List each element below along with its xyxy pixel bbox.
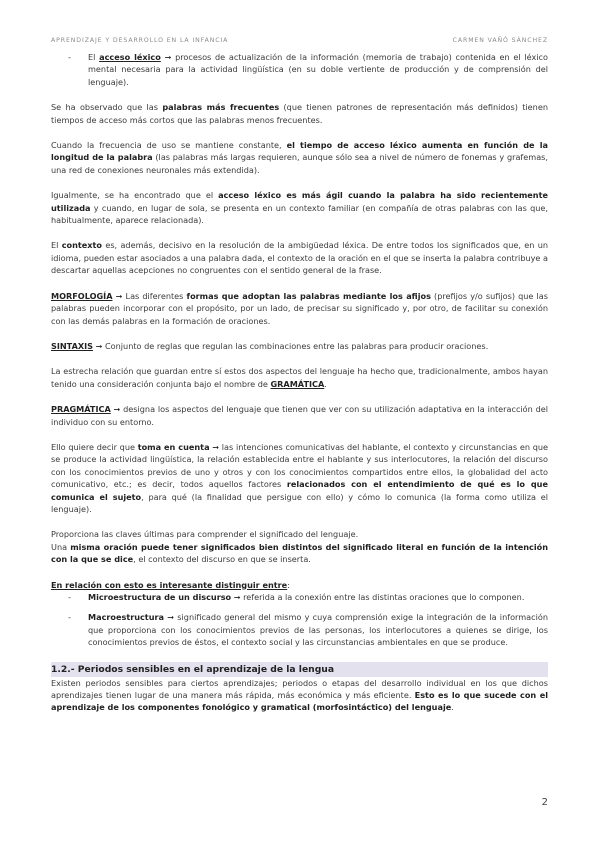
running-header-right: CARMEN VAÑÓ SÁNCHEZ [452, 37, 548, 44]
arrow-icon: ➞ [113, 404, 121, 415]
paragraph-pragmatica: PRAGMÁTICA ➞ designa los aspectos del lenguaje que tienen que ver con su utilización adaptativa en la interacción del individuo con su entorno. [51, 404, 548, 427]
arrow-icon: ➞ [233, 592, 241, 602]
bullet-dash: - [68, 52, 71, 62]
page-number: 2 [541, 797, 548, 808]
arrow-icon: ➞ [115, 290, 123, 301]
bullet-acceso-lexico: - El acceso léxico ➞ procesos de actualización de la información (memoria de trabajo) contenida en el léxico mental necesaria para la actividad lingüística (en su doble vertiente de producción y de comprensión del lenguaje). [68, 52, 548, 87]
paragraph-sintaxis: SINTAXIS ➞ Conjunto de reglas que regulan las combinaciones entre las palabras para producir oraciones. [51, 340, 489, 351]
paragraph-gramatica: La estrecha relación que guardan entre sí estos dos aspectos del lenguaje ha hecho que, tradicionalmente, ambos hayan tenido una consideración conjunta bajo el nombre de GRAMÁTICA. [51, 366, 548, 389]
paragraph-longitud: Cuando la frecuencia de uso se mantiene constante, el tiempo de acceso léxico aumenta en función de la longitud de la palabra (las palabras más largas requieren, aunque sólo sea a nivel de número de fonemas y grafemas, una red de conexiones neuronales más extendida). [51, 140, 548, 175]
paragraph-contexto: El contexto es, además, decisivo en la resolución de la ambigüedad léxica. De entre todos los significados que, en un idioma, pueden estar asociados a una palabra dada, el contexto de la oración en el que se inserta la palabra contribuye a descartar aquellas acepciones no congruentes con el sentido general de la frase. [51, 240, 548, 276]
term-sintaxis: SINTAXIS [51, 340, 94, 351]
paragraph-toma-en-cuenta: Ello quiere decir que toma en cuenta ➞ las intenciones comunicativas del hablante, el contexto y circunstancias en que se produce la actividad lingüística, la relación establecida entre el hablante y sus interlocutores, la relación del discurso con los conocimientos previos de uno y otros y con los conocimientos compartidos entre ellos, la globalidad del acto comunicativo, etc.; es decir, todos aquellos factores relacionados con el entendimiento de qué es lo que comunica el sujeto, para qué (la finalidad que persigue con ello) y cómo lo comunica (la forma como utiliza el lenguaje). [51, 441, 549, 514]
paragraph-acceso-agil: Igualmente, se ha encontrado que el acceso léxico es más ágil cuando la palabra ha sido recientemente utilizada y cuando, en lugar de sola, se presenta en un contexto familiar (en compañía de otras palabras con las que, habitualmente, aparece relacionada). [51, 190, 548, 226]
paragraph-claves: Proporciona las claves últimas para comprender el significado del lenguaje. [51, 529, 359, 540]
term-morfologia: MORFOLOGÍA [51, 290, 113, 301]
bullet-microestructura: - Microestructura de un discurso ➞ referida a la conexión entre las distintas oraciones que lo componen. [68, 592, 525, 602]
arrow-icon: ➞ [164, 52, 172, 62]
term-pragmatica: PRAGMÁTICA [51, 404, 111, 415]
page-body [51, 51, 548, 714]
term-acceso-lexico: acceso léxico [99, 52, 161, 62]
arrow-icon: ➞ [212, 441, 220, 452]
running-header-left: APRENDIZAJE Y DESARROLLO EN LA INFANCIA [51, 37, 229, 44]
paragraph-morfologia: MORFOLOGÍA ➞ Las diferentes formas que adoptan las palabras mediante los afijos (prefijos y/o sufijos) que las palabras pueden incorporar con el propósito, por un lado, de precisar su significado y, por otro, de facilitar su conexión con las demás palabras en la formación de oraciones. [51, 290, 549, 326]
arrow-icon: ➞ [167, 612, 175, 623]
paragraph-misma-oracion: Una misma oración puede tener significados bien distintos del significado literal en función de la intención con la que se dice, el contexto del discurso en que se inserta. [51, 541, 548, 565]
term-gramatica: GRAMÁTICA [270, 378, 325, 389]
paragraph-frecuencia: Se ha observado que las palabras más frecuentes (que tienen patrones de representación más definidos) tienen tiempos de acceso más cortos que las palabras menos frecuentes. [51, 102, 548, 125]
paragraph-periodos: Existen periodos sensibles para ciertos aprendizajes; periodos o etapas del desarrollo individual en los que dichos aprendizajes tienen lugar de una manera más rápida, más económica y más eficiente. Esto es lo que sucede con el aprendizaje de los componentes fonológico y gramatical (morfosintáctico) del lenguaje. [51, 677, 548, 713]
arrow-icon: ➞ [95, 340, 103, 351]
paragraph-distinguir: En relación con esto es interesante distinguir entre: [51, 579, 290, 590]
bullet-macroestructura: - Macroestructura ➞ significado general del mismo y cuya comprensión exige la integración de la información que proporciona con los conocimientos previos de las personas, los interlocutores a quienes se dirige, los conocimientos previos de éstos, el contexto social y las circunstancias ambientales en que se produce. [68, 612, 548, 648]
section-heading: 1.2.- Periodos sensibles en el aprendizaje de la lengua [51, 662, 548, 677]
